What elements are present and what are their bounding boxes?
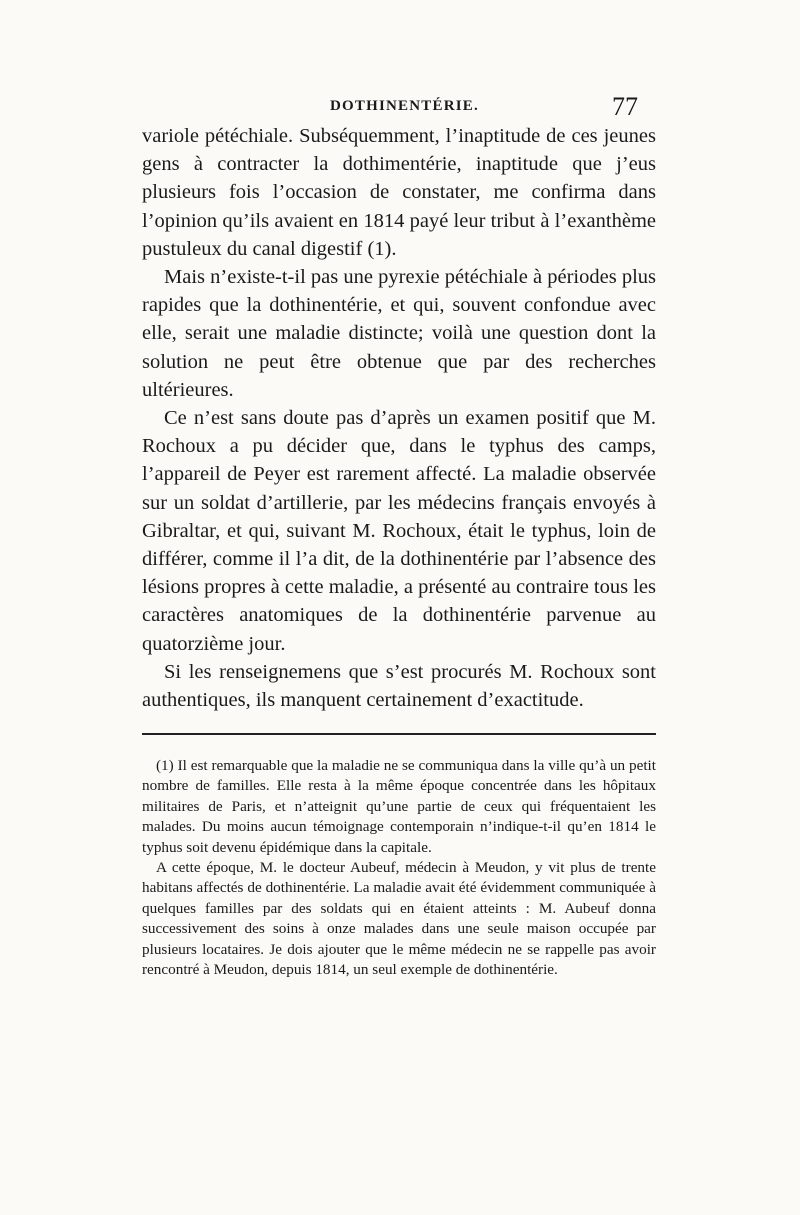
paragraph: Ce n’est sans doute pas d’après un examen positif que M. Rochoux a pu décider que, dans le typhus des camps, l’appareil de Peyer est rarement affecté. La maladie observée sur un soldat d’artillerie, par les médecins français envoyés à Gibraltar, et qui, suivant M. Rochoux, était le typhus, loin de différer, comme il l’a dit, de la dothinentérie par l’absence des lésions propres à cette maladie, a présenté au contraire tous les caractères anatomiques de la dothinentérie parvenue au quatorzième jour.: [142, 407, 657, 655]
footnote: A cette époque, M. le docteur Aubeuf, médecin à Meudon, y vit plus de trente habitans affectés de dothinentérie. La maladie avait été évidemment communiquée à quelques familles par des soldats qui en étaient atteints : M. Aubeuf donna successivement des soins à onze malades dans une seule maison occupée par plusieurs locataires. Je dois ajouter que le même médecin ne se rappelle pas avoir rencontré à Meudon, depuis 1814, un seul exemple de dothinentérie.: [142, 859, 656, 979]
running-title: DOTHINENTÉRIE.: [330, 98, 479, 114]
paragraph: Si les renseignemens que s’est procurés M. Rochoux sont authentiques, ils manquent certainement d’exactitude.: [142, 660, 656, 712]
paragraph: Mais n’existe-t-il pas une pyrexie pétéchiale à périodes plus rapides que la dothinentérie, et qui, souvent confondue avec elle, serait une maladie distincte; voilà une question dont la solution ne peut être obtenue que par des recherches ultérieures.: [142, 266, 656, 401]
page-number: 77: [612, 92, 638, 121]
running-head: [0, 92, 800, 122]
main-text: [142, 122, 656, 714]
paragraph: variole pétéchiale. Subséquemment, l’inaptitude de ces jeunes gens à contracter la dothimentérie, inaptitude que j’eus plusieurs fois l’occasion de constater, me confirma dans l’opinion qu’ils avaient en 1814 payé leur tribut à l’exanthème pustuleux du canal digestif (1).: [142, 125, 656, 260]
footnote: (1) Il est remarquable que la maladie ne se communiqua dans la ville qu’à un petit nombre de familles. Elle resta à la même époque concentrée dans les hôpitaux militaires de Paris, et n’atteignit qu’une partie de ceux qui fréquentaient les malades. Du moins aucun témoignage contemporain n’indique-t-il qu’en 1814 le typhus soit devenu épidémique dans la capitale.: [142, 757, 656, 856]
footnotes: [142, 756, 656, 980]
footnote-rule: [142, 733, 656, 735]
